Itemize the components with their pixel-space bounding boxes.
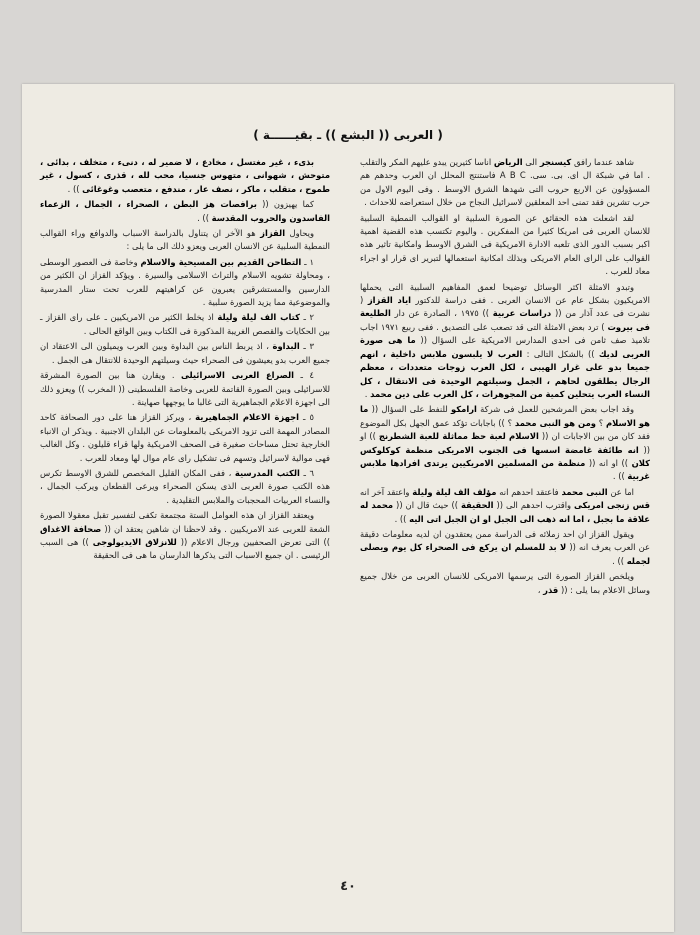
left-paragraph: كما يهيزون (( برافصات هز البطن ، الصحراء ، الجمال ، الزعماء الفاسدون والحروب المقدسة )) .: [40, 199, 330, 223]
right-paragraph: ويلخص القزاز الصورة التى يرسمها الامريكى للانسان العربى من خلال جميع وسائل الاعلام بما يلى : (( قذر ،: [360, 571, 650, 595]
right-paragraph: لقد اشعلت هذه الحقائق عن الصورة السلبية او القوالب النمطية السلبية للانسان العربى فى امريكا كثيرا من المفكرين . واليوم تكتسب هذه القضية اهمية اكبر بسبب الدور الذى تلعبه الادارة الامريكية فى الشرق الاوسط وامكانية تاثير هذه القوالب على الراى العام الامريكى وبذلك امكانية استعمالها لتبرير اى قرار او اجراء معاد للعرب .: [360, 212, 650, 277]
left-paragraph: بذىء ، غير مغتسل ، مخادع ، لا ضمير له ، دنىء ، متخلف ، بدائى ، متوحش ، شهوانى ، متهوس جنسيا، محب لله ، قذرى ، كسول ، غير طموح ، متقلب ، ماكر ، نصف عار ، مندفع ، متعصب وغوغائى )) .: [40, 157, 330, 194]
magazine-page: [22, 84, 674, 932]
left-text-column: [40, 156, 330, 565]
left-paragraph: ٣ ـ البداوة ، اذ يربط الناس بين البداوة وبين العرب ويميلون الى الاعتقاد ان جميع العرب بدو يعيشون فى الصحراء حيث وسيلتهم الوحيدة للانتقال هى الجمل .: [40, 341, 330, 365]
right-paragraph: شاهد عندما رافق كيسنجر الى الرياض اناسا كثيرين يبدو عليهم المكر والتقلب . اما في شبكة ال اى. بى. سى. A B C فاستنتج المحلل ان العرب وحدهم هم المسؤولون عن الاربع حروب التى شهدها الشرق الاوسط . وفى اليوم الاول من حرب تشرين فقد تمنى احد المعلقين لاسرائيل النجاح من خلال استعراضه للاحداث .: [360, 157, 650, 208]
left-paragraph: ٦ ـ الكتب المدرسية ، ففى المكان القليل المخصص للشرق الاوسط تكرس هذه الكتب صورة العربى الذى يسكن الصحراء ويرعى القطعان ويركب الجمال ، والنساء العربيات المحجبات والملابس التقليدية .: [40, 467, 330, 505]
right-paragraph: ويقول القزاز ان احد زملائه فى الدراسة ممن يعتقدون ان لديه معلومات دقيقة عن العرب يعرف انه (( لا بد للمسلم ان يركع فى الصحراء كل يوم ويصلى لجمله )) .: [360, 528, 651, 566]
page-number: ٤٠: [340, 879, 356, 894]
right-paragraph: وقد اجاب بعض المرشحين للعمل فى شركة ارامكو للنفط على السؤال (( ما هو الاسلام ؟ ومن هو النبى محمد ؟ )) باجابات تؤكد عمق الجهل بكل الموضوع فقد كان من بين الاجابات ان (( الاسلام لعبة حظ مماثلة للعبة الشطرنج )) او (( انه طائفة غامضة اسسها فى الجنوب الامريكى منظمة كوكلوكس كلان )) او انه (( منظمة من المسلمين الامريكيين يرتدى افرادها ملابس غربية )) .: [360, 404, 650, 482]
left-paragraph: ٢ ـ كتاب الف ليلة وليلة اذ يخلط الكثير من الامريكيين ـ على راى القزاز ـ بين الحكايات والقصص الغريبة المذكورة فى الكتاب وبين الواقع الحالى .: [40, 312, 330, 336]
right-text-column: [360, 156, 650, 599]
left-paragraph: ويحاول القزاز هو الآخر ان يتناول بالدراسة الاسباب والدوافع وراء القوالب النمطية السلبية عن الانسان العربى ويعزو ذلك الى ما يلى :: [40, 228, 330, 252]
running-header: ( العربى (( البشع )) ـ بقيــــــة ): [253, 128, 443, 142]
right-paragraph: اما عن النبى محمد فاعتقد احدهم انه مؤلف الف ليلة وليلة واعتقد آخر انه قس زنجى امريكى واقترب احدهم الى (( الحقيقة )) حيث قال ان (( محمد له علاقة ما بجبل ، اما انه ذهب الى الجبل او ان الجبل اتى اليه )) .: [360, 486, 650, 524]
left-paragraph: ١ ـ التطاحن القديم بين المسيحية والاسلام وخاصة فى العصور الوسطى ، ومحاولة تشويه الاسلام والتراث الاسلامى والسيرة . ويؤكد القزاز ان الكثير من الدارسين والمستشرقين يعبرون عن كراهيتهم للعرب تحت ستار المدرسية والموضوعية مما يزيد الصورة سلبية .: [40, 256, 330, 308]
left-paragraph: ويعتقد القزاز ان هذه العوامل الستة مجتمعة تكفى لتفسير تقبل معقولا الصورة الشعة للعربى عند الامريكيين . وقد لاحظنا ان شاهين يعتقد ان (( صحافة الاغداق )) التى تعرض الصحفيين ورجال الاعلام (( للانزلاق الايديولوجى )) هى السبب الرئيسى . ان جميع الاسباب التى يذكرها الدارسان ما هى فى الحقيقة: [40, 510, 331, 561]
left-paragraph: ٤ ـ الصراع العربى الاسرائيلى . ويقارن هنا بين الصورة المشرقة للاسرائيلى وبين الصورة القاتمة للعربى وخاصة الفلسطينى (( المخرب )) ويعزو ذلك الى اجهزة الاعلام الجماهيرية التى غالبا ما يوجهها صهاينة .: [40, 370, 330, 407]
left-paragraph: ٥ ـ اجهزة الاعلام الجماهيرية ، ويركز القزاز هنا على دور الصحافة كاحد المصادر المهمة التى تزود الامريكى بالمعلومات عن البلدان الاجنبية . ويذكر ان الانباء الخارجية تحتل مساحات صغيرة فى الصحف الامريكية ولها قراء قليلون . وكل الغالب فهى موالية لاسرائيل وتسهم فى تشكيل راى عام موال لها ومعاد للعرب .: [40, 412, 330, 463]
right-paragraph: وتبدو الامثلة اكثر الوسائل توضيحا لعمق المفاهيم السلبية التى يحملها الامريكيون بشكل عام عن الانسان العربى . ففى دراسة للدكتور اياد القزاز ( نشرت فى عدد آذار من (( دراسات عربية )) ١٩٧٥ ، الصادرة عن دار الطليعة فى بيروت ) ترد بعض الامثلة التى قد تصعب على التصديق . ففى ربيع ١٩٧١ اجاب تلاميذ صف ثامن فى احدى المدارس الامريكية على السؤال (( ما هى صورة العربى لديك )) بالشكل التالى : العرب لا يلبسون ملابس داخلية ، انهم جميعا بدو على غرار الهيبى ، لكل العرب زوجات متعددات ، معظم الرجال يطلقون لحاهم ، الجمل وسيلتهم الوحيدة فى الانتقال ، كل النساء العرب يتحلين كمية من المجوهرات ، كل العرب على دين محمد .: [360, 281, 651, 399]
